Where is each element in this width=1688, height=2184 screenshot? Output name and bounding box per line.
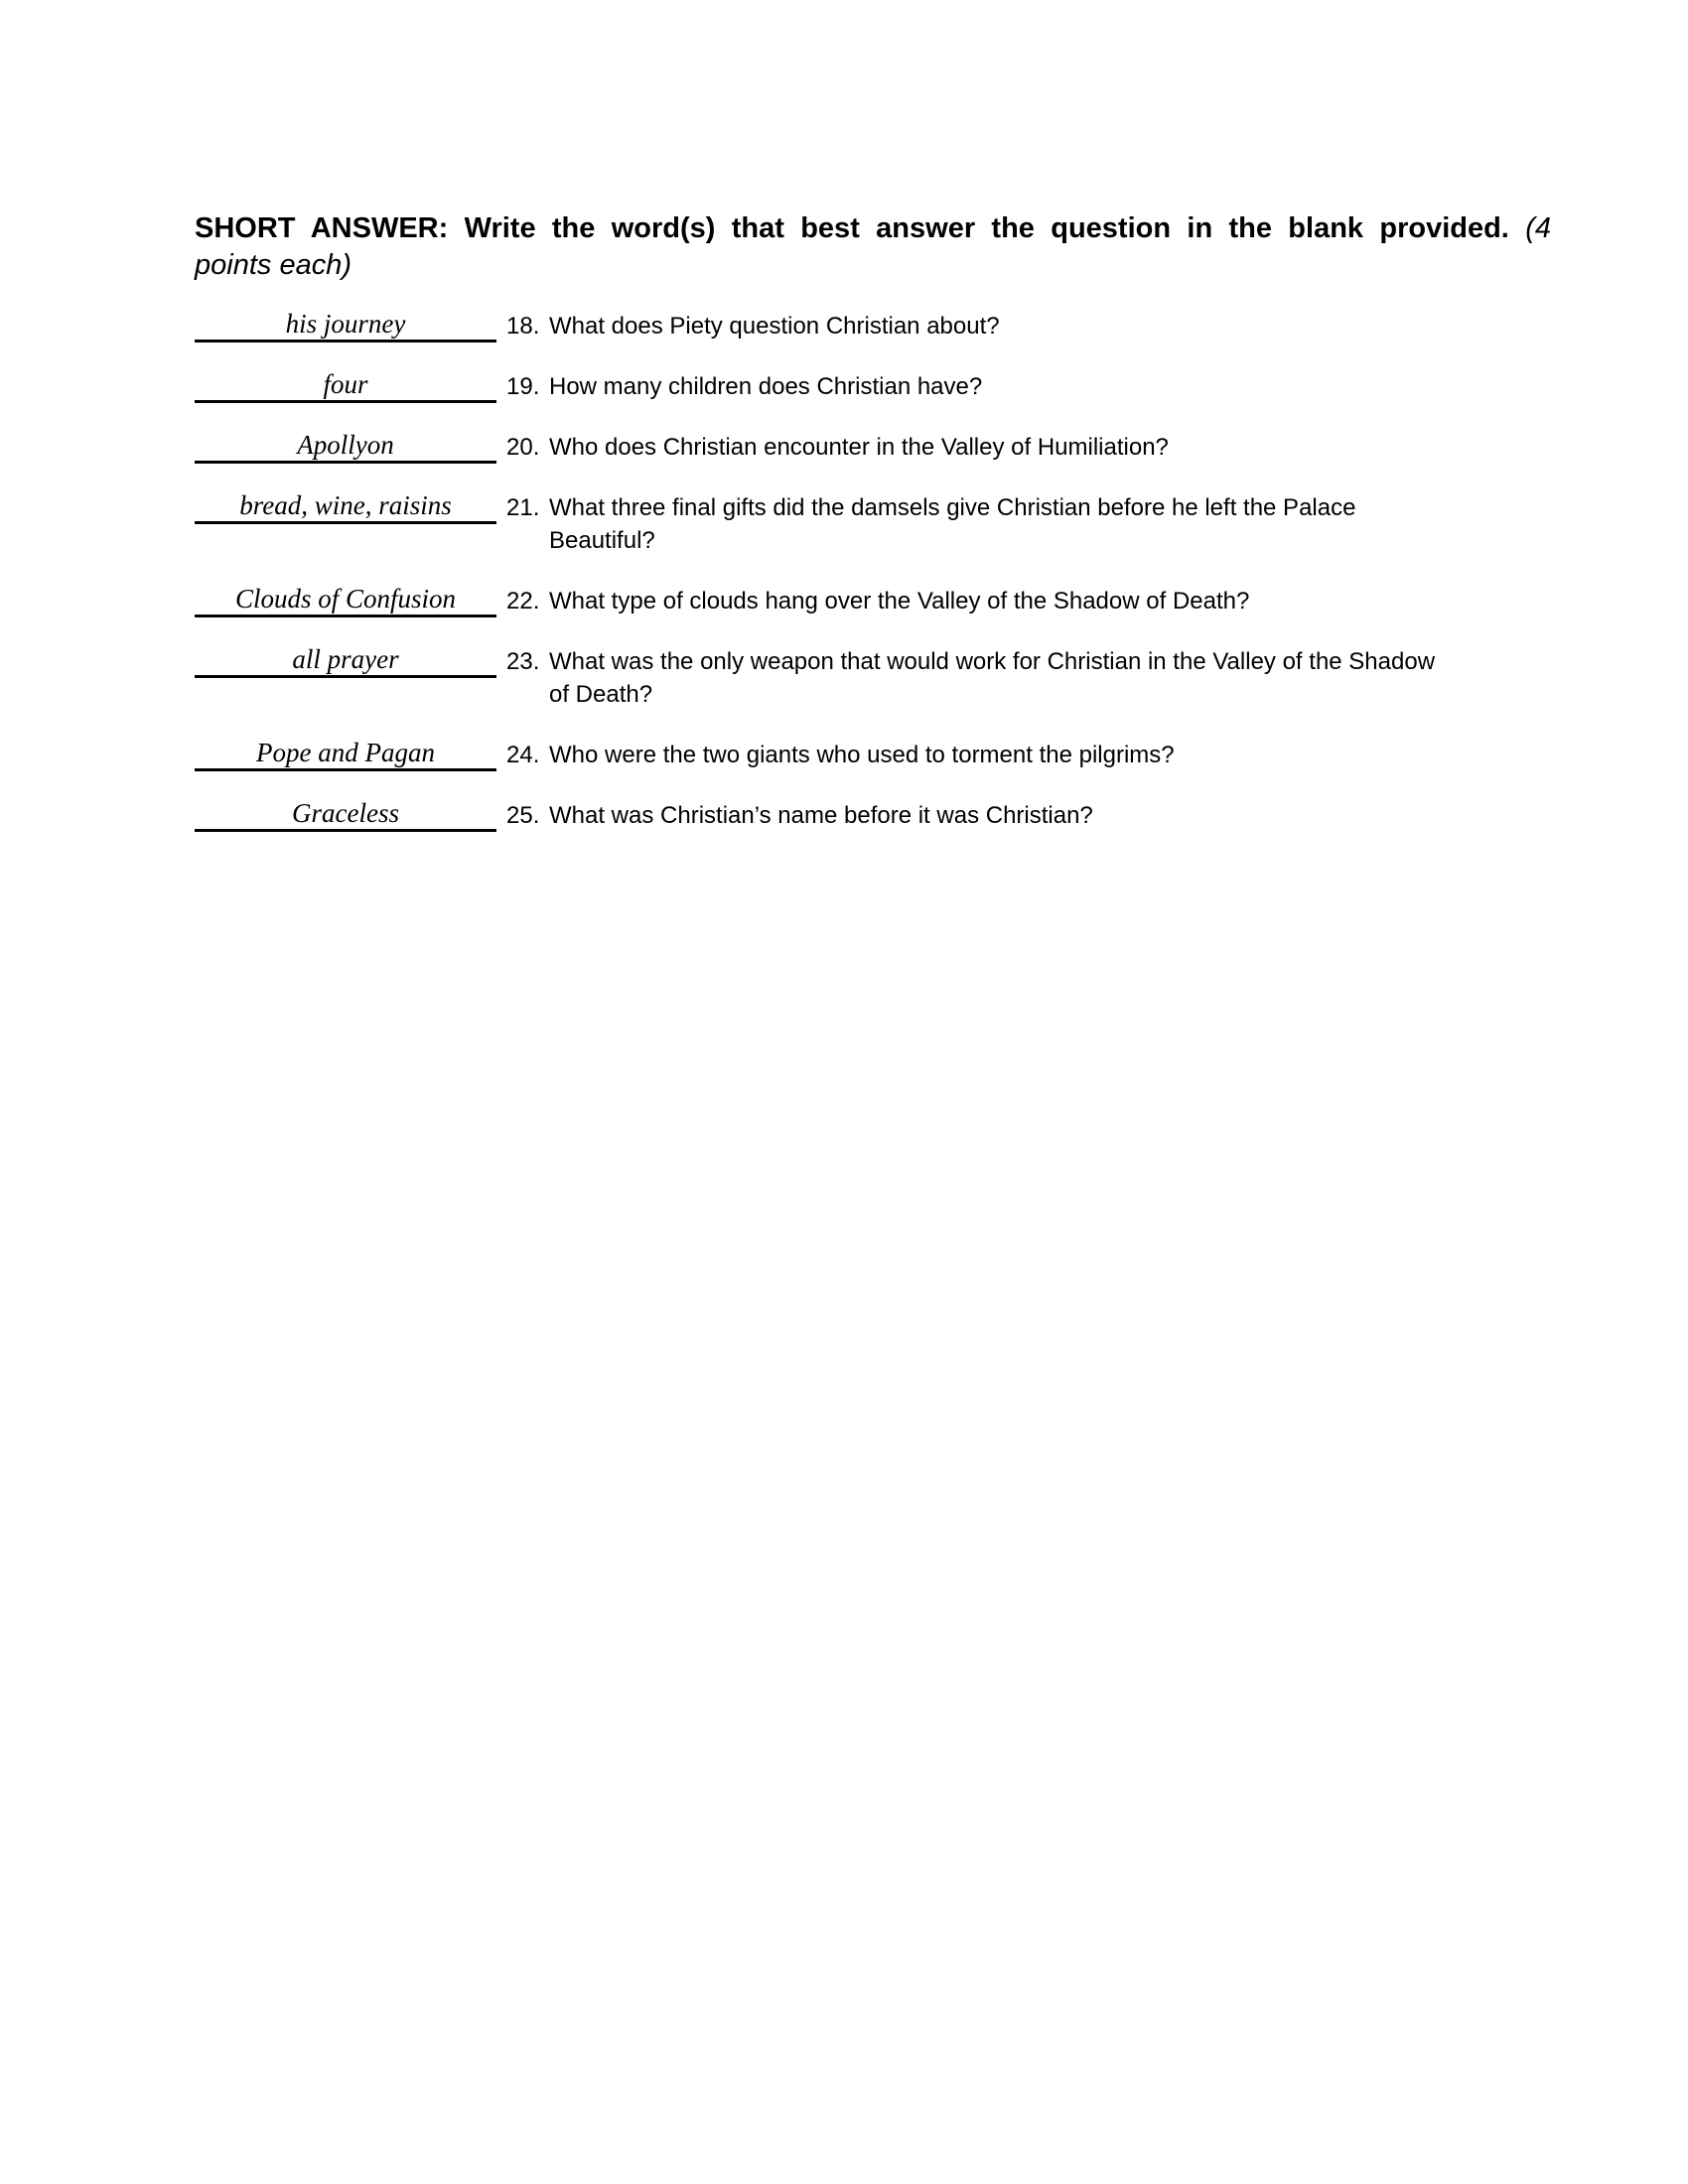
question-row [195, 739, 1515, 771]
question-row [195, 310, 1515, 342]
answer-text: four [323, 369, 368, 399]
answer-text: bread, wine, raisins [239, 490, 452, 520]
question-number: 18. [506, 313, 540, 340]
question-text: What was Christian’s name before it was Christian? [549, 802, 1093, 829]
question-number: 20. [506, 434, 540, 461]
questions-list [195, 310, 1515, 860]
question-text: What does Piety question Christian about? [549, 313, 1000, 340]
question-number: 23. [506, 648, 540, 675]
answer-blank[interactable] [195, 739, 496, 771]
answer-text: Pope and Pagan [256, 738, 435, 767]
section-instructions [195, 210, 1551, 284]
answer-text: Apollyon [297, 430, 394, 460]
answer-blank[interactable] [195, 799, 496, 832]
question-text: What was the only weapon that would work for Christian in the Valley of the Shadow of Death? [549, 648, 1436, 708]
points-note-start: (4 [1525, 212, 1551, 244]
answer-text: Clouds of Confusion [234, 584, 457, 614]
answer-text: all prayer [292, 644, 399, 674]
answer-blank[interactable] [195, 310, 496, 342]
question-text: How many children does Christian have? [549, 373, 983, 400]
question-text: Who does Christian encounter in the Valley of Humiliation? [549, 434, 1169, 461]
question-text: What three final gifts did the damsels give Christian before he left the Palace Beautiful? [549, 494, 1356, 554]
question-number: 19. [506, 373, 540, 400]
question-number: 21. [506, 494, 540, 521]
answer-blank[interactable] [195, 370, 496, 403]
question-number: 25. [506, 802, 540, 829]
question-number: 22. [506, 588, 540, 614]
question-row [195, 431, 1515, 464]
question-row [195, 645, 1515, 711]
question-row [195, 370, 1515, 403]
question-row [195, 491, 1515, 557]
answer-blank[interactable] [195, 431, 496, 464]
answer-text: Graceless [292, 798, 399, 828]
question-row [195, 799, 1515, 832]
answer-blank[interactable] [195, 645, 496, 678]
answer-blank[interactable] [195, 585, 496, 617]
question-text: What type of clouds hang over the Valley of the Shadow of Death? [549, 588, 1250, 614]
instructions-bold-text: SHORT ANSWER: Write the word(s) that best answer the question in the blank provided. [195, 212, 1509, 244]
points-note-end: points each) [195, 249, 352, 281]
instructions-line-1 [195, 210, 1551, 247]
answer-text: his journey [285, 309, 406, 339]
question-text: Who were the two giants who used to torment the pilgrims? [549, 742, 1175, 768]
answer-blank[interactable] [195, 491, 496, 524]
question-number: 24. [506, 742, 540, 768]
question-row [195, 585, 1515, 617]
